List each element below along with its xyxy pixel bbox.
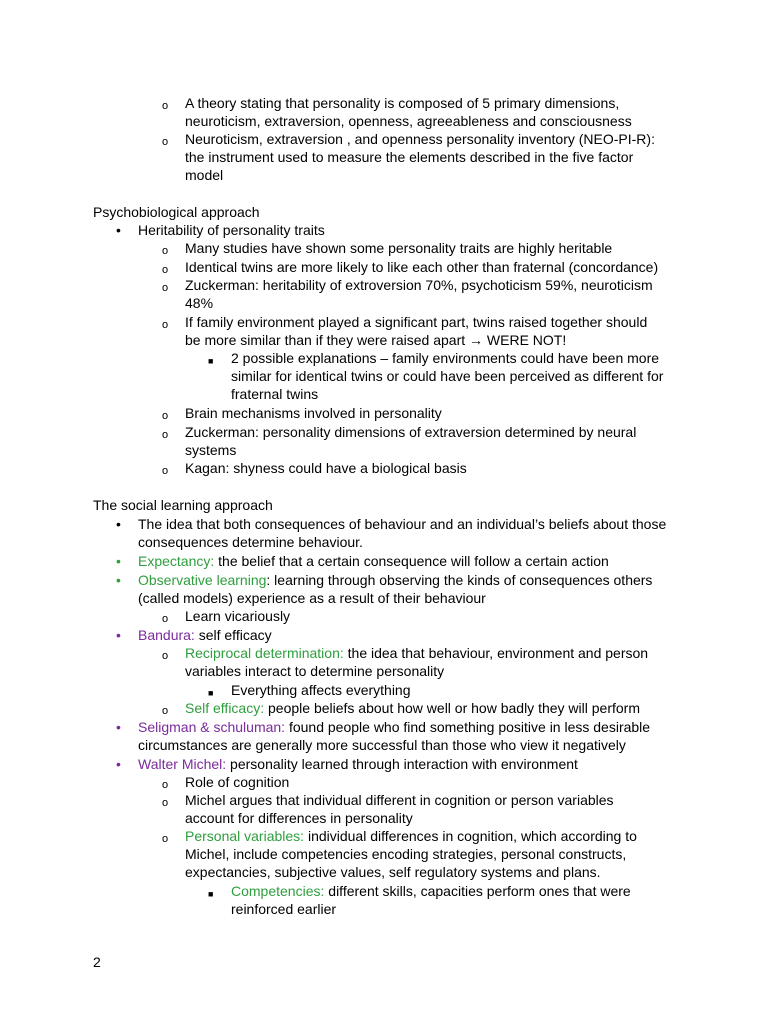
text-line: 2 possible explanations – family environments could have been more <box>231 350 660 366</box>
term-highlight: Expectancy: <box>138 553 215 569</box>
text-line: Neuroticism, extraversion , and openness personality inventory (NEO-PI-R): <box>185 131 655 147</box>
term-highlight: Self efficacy: <box>185 700 265 716</box>
bullet-dot-icon: • <box>116 572 121 588</box>
section-heading: The social learning approach <box>93 497 273 513</box>
square-bullet-icon: ■ <box>208 889 214 899</box>
text-line: consequences determine behaviour. <box>138 534 363 550</box>
text-line: A theory stating that personality is composed of 5 primary dimensions, <box>185 95 620 111</box>
text-line <box>138 755 578 773</box>
circle-bullet-icon: o <box>162 705 169 717</box>
term-highlight: Competencies: <box>231 883 325 899</box>
text-line: the instrument used to measure the elements described in the five factor <box>185 149 634 165</box>
text-line: fraternal twins <box>231 386 319 402</box>
text-line: systems <box>185 442 237 458</box>
circle-bullet-icon: o <box>162 613 169 625</box>
text-line: Michel argues that individual different in cognition or person variables <box>185 792 614 808</box>
text-line: similar for identical twins or could have been perceived as different for <box>231 368 664 384</box>
square-bullet-icon: ■ <box>208 688 214 698</box>
text-line: Michel, include competencies encoding strategies, personal constructs, <box>185 846 627 862</box>
bullet-dot-icon: • <box>116 627 121 643</box>
text-line: Zuckerman: personality dimensions of extraversion determined by neural <box>185 424 637 440</box>
term-definition: found people who find something positive in less desirable <box>285 719 651 735</box>
section-heading: Psychobiological approach <box>93 204 260 220</box>
bullet-dot-icon: • <box>116 756 121 772</box>
text-line: account for differences in personality <box>185 810 413 826</box>
text-line <box>138 552 609 570</box>
term-highlight: Bandura: <box>138 627 195 643</box>
text-line: Heritability of personality traits <box>138 222 325 238</box>
text-line <box>138 718 650 736</box>
text-line: Role of cognition <box>185 774 290 790</box>
text-line <box>138 626 272 644</box>
text-line: Brain mechanisms involved in personality <box>185 405 442 421</box>
text-line: reinforced earlier <box>231 901 337 917</box>
bullet-dot-icon: • <box>116 719 121 735</box>
text-line <box>231 882 631 900</box>
text-line <box>185 827 637 845</box>
text-line <box>185 644 648 662</box>
text-line: Many studies have shown some personality traits are highly heritable <box>185 240 613 256</box>
term-highlight: Walter Michel: <box>138 756 227 772</box>
text-line <box>138 571 652 589</box>
term-definition: people beliefs about how well or how badly they will perform <box>264 700 640 716</box>
text-line: If family environment played a significant part, twins raised together should <box>185 314 648 330</box>
bullet-dot-icon: • <box>116 222 121 238</box>
term-definition: personality learned through interaction with environment <box>226 756 578 772</box>
term-definition: individual differences in cognition, which according to <box>304 828 637 844</box>
term-highlight: Reciprocal determination: <box>185 645 344 661</box>
circle-bullet-icon: o <box>162 797 169 809</box>
circle-bullet-icon: o <box>162 245 169 257</box>
text-line: expectancies, subjective values, self regulatory systems and plans. <box>185 864 601 880</box>
term-highlight: Personal variables: <box>185 828 305 844</box>
text-line: 48% <box>185 295 214 311</box>
text-line: (called models) experience as a result of their behaviour <box>138 590 486 606</box>
circle-bullet-icon: o <box>162 264 169 276</box>
text-line: Everything affects everything <box>231 682 411 698</box>
text-line: Learn vicariously <box>185 608 291 624</box>
circle-bullet-icon: o <box>162 650 169 662</box>
text-line: neuroticism, extraversion, openness, agreeableness and consciousness <box>185 113 632 129</box>
term-definition: self efficacy <box>194 627 272 643</box>
text-line: be more similar than if they were raised apart → WERE NOT! <box>185 332 567 348</box>
bullet-dot-icon: • <box>116 553 121 569</box>
text-line: circumstances are generally more successful than those who view it negatively <box>138 737 626 753</box>
text-line <box>185 699 640 717</box>
term-definition: the idea that behaviour, environment and person <box>343 645 649 661</box>
page-number: 2 <box>93 954 101 970</box>
text-line: model <box>185 167 224 183</box>
circle-bullet-icon: o <box>162 282 169 294</box>
circle-bullet-icon: o <box>162 410 169 422</box>
text-line: Zuckerman: heritability of extroversion 70%, psychoticism 59%, neuroticism <box>185 277 653 293</box>
square-bullet-icon: ■ <box>208 356 214 366</box>
text-line: variables interact to determine personality <box>185 663 445 679</box>
term-definition: the belief that a certain consequence will follow a certain action <box>214 553 609 569</box>
circle-bullet-icon: o <box>162 136 169 148</box>
text-line: Identical twins are more likely to like each other than fraternal (concordance) <box>185 259 659 275</box>
circle-bullet-icon: o <box>162 779 169 791</box>
circle-bullet-icon: o <box>162 465 169 477</box>
bullet-dot-icon: • <box>116 516 121 532</box>
term-highlight: Seligman & schuluman: <box>138 719 286 735</box>
term-definition: different skills, capacities perform ones that were <box>324 883 631 899</box>
circle-bullet-icon: o <box>162 100 169 112</box>
text-line: The idea that both consequences of behaviour and an individual’s beliefs about those <box>138 516 667 532</box>
text-line: Kagan: shyness could have a biological basis <box>185 460 467 476</box>
circle-bullet-icon: o <box>162 319 169 331</box>
circle-bullet-icon: o <box>162 429 169 441</box>
term-highlight: Observative learning <box>138 572 267 588</box>
circle-bullet-icon: o <box>162 833 169 845</box>
term-definition: : learning through observing the kinds of consequences others <box>266 572 653 588</box>
